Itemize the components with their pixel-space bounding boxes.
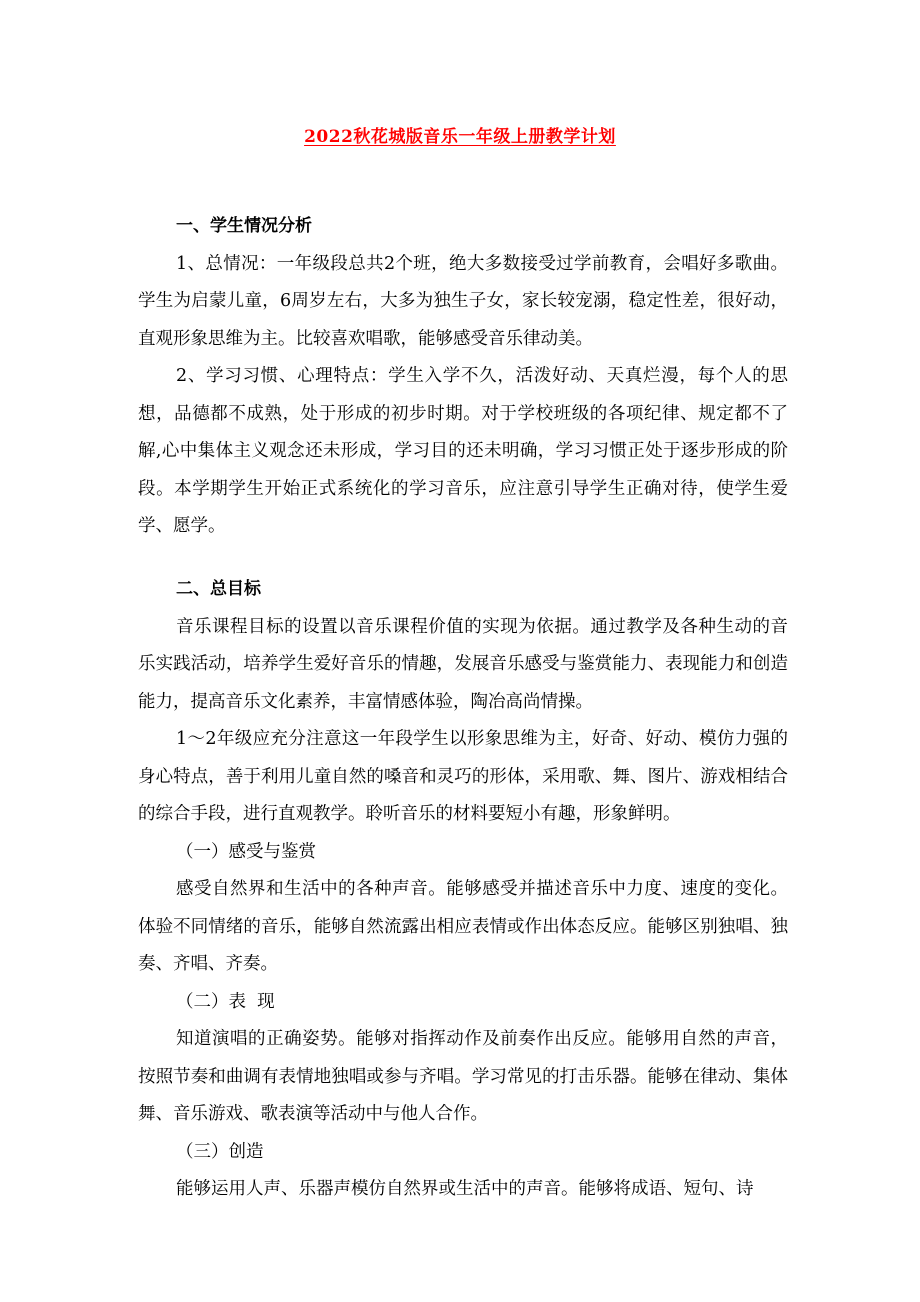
paragraph-overall: 1、总情况：一年级段总共2个班，绝大多数接受过学前教育，会唱好多歌曲。学生为启蒙儿童，6周岁左右，大多为独生子女，家长较宠溺，稳定性差，很好动，直观形象思维为主。比较喜欢唱歌，能够感受音乐律动美。 xyxy=(138,253,788,349)
section-heading: 二、总目标 xyxy=(176,579,261,599)
paragraph-grade-characteristics: 1～2年级应充分注意这一年段学生以形象思维为主，好奇、好动、模仿力强的身心特点，善于利用儿童自然的嗓音和灵巧的形体，采用歌、舞、图片、游戏相结合的综合手段，进行直观教学。聆听音乐的材料要短小有趣，形象鲜明。 xyxy=(138,729,788,824)
paragraph-goal-basis: 音乐课程目标的设置以音乐课程价值的实现为依据。通过教学及各种生动的音乐实践活动，培养学生爱好音乐的情趣，发展音乐感受与鉴赏能力、表现能力和创造能力，提高音乐文化素养，丰富情感体验，陶冶高尚情操。 xyxy=(138,616,788,712)
paragraph-performance: 知道演唱的正确姿势。能够对指挥动作及前奏作出反应。能够用自然的声音，按照节奏和曲调有表情地独唱或参与齐唱。学习常见的打击乐器。能够在律动、集体舞、音乐游戏、歌表演等活动中与他人合作。 xyxy=(138,1029,788,1124)
section-student-analysis xyxy=(138,208,788,546)
paragraph-perception: 感受自然界和生活中的各种声音。能够感受并描述音乐中力度、速度的变化。体验不同情绪的音乐，能够自然流露出相应表情或作出体态反应。能够区别独唱、独奏、齐唱、齐奏。 xyxy=(138,879,788,974)
paragraph-habits: 2、学习习惯、心理特点：学生入学不久，活泼好动、天真烂漫，每个人的思想，品德都不成熟，处于形成的初步时期。对于学校班级的各项纪律、规定都不了解,心中集体主义观念还未形成，学习目的还未明确，学习习惯正处于逐步形成的阶段。本学期学生开始正式系统化的学习音乐，应注意引导学生正确对待，使学生爱学、愿学。 xyxy=(138,366,788,536)
section-overall-goals xyxy=(138,571,788,1209)
document-title: 2022秋花城版音乐一年级上册教学计划 xyxy=(304,127,616,147)
subheading-perception: （一）感受与鉴赏 xyxy=(176,841,316,862)
subheading-creation: （三）创造 xyxy=(176,1141,264,1162)
section-heading: 一、学生情况分析 xyxy=(176,216,312,236)
paragraph-creation: 能够运用人声、乐器声模仿自然界或生活中的声音。能够将成语、短句、诗 xyxy=(176,1179,754,1199)
subheading-performance: （二）表 现 xyxy=(176,991,275,1012)
